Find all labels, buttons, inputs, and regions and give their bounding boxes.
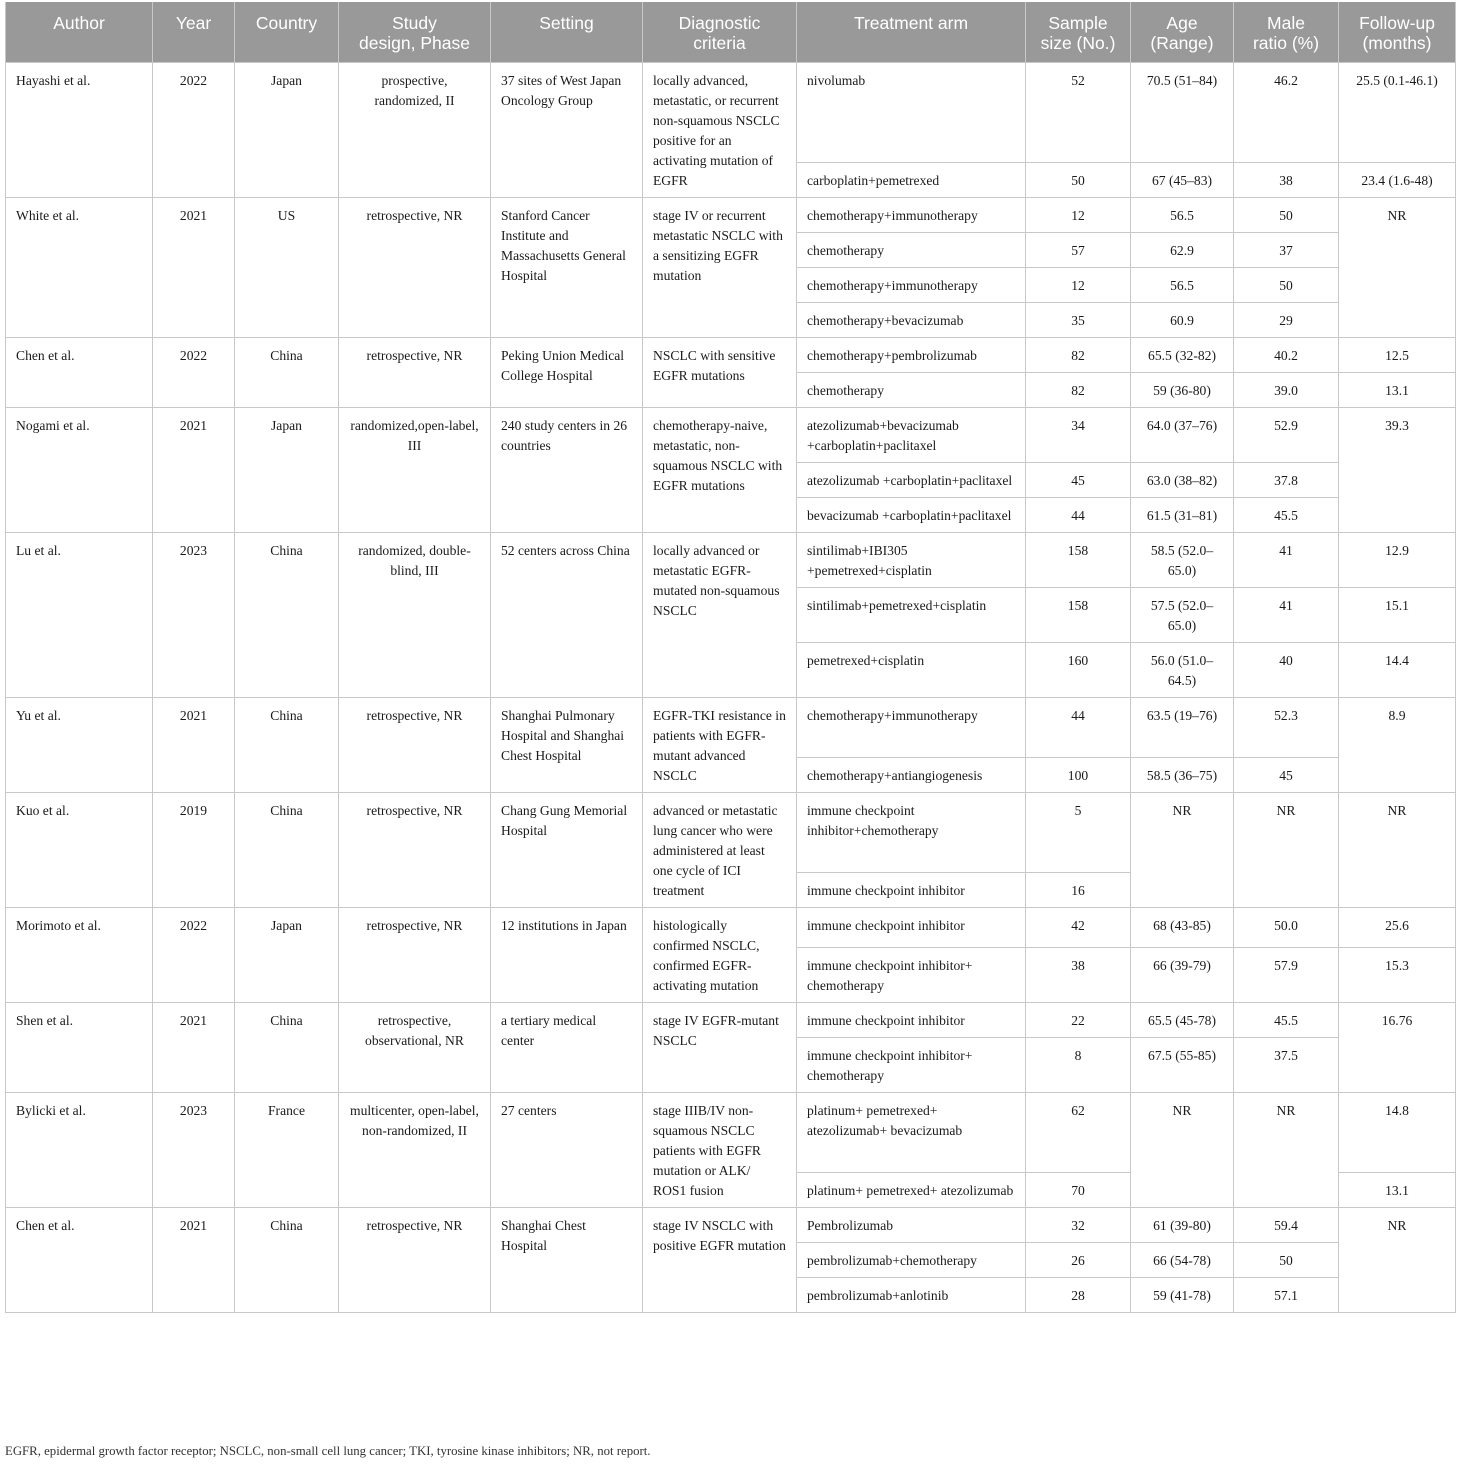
age-cell: 70.5 (51–84) [1131, 62, 1234, 162]
setting-cell: Peking Union Medical College Hospital [491, 337, 643, 407]
follow-up-cell: 13.1 [1339, 372, 1456, 407]
country-cell: China [235, 697, 339, 792]
study-characteristics-table [5, 2, 1456, 1313]
follow-up-cell: NR [1339, 792, 1456, 907]
author-cell: Chen et al. [6, 1207, 153, 1312]
column-header-label: Study [392, 13, 437, 33]
treatment-arm-cell: immune checkpoint inhibitor+ chemotherapy [797, 1037, 1026, 1092]
sample-size-cell: 45 [1026, 462, 1131, 497]
country-cell: China [235, 337, 339, 407]
sample-size-cell: 16 [1026, 872, 1131, 907]
table-row [6, 1092, 1456, 1172]
follow-up-cell: 16.76 [1339, 1002, 1456, 1092]
male-ratio-cell: 37.5 [1234, 1037, 1339, 1092]
column-header-label: Diagnostic [678, 13, 761, 33]
country-cell: China [235, 792, 339, 907]
column-header [1026, 2, 1131, 62]
country-cell: US [235, 197, 339, 337]
column-header [797, 2, 1026, 62]
male-ratio-cell: 41 [1234, 532, 1339, 587]
diagnostic-criteria-cell: histologically confirmed NSCLC, confirmed EGFR-activating mutation [643, 907, 797, 1002]
treatment-arm-cell: carboplatin+pemetrexed [797, 162, 1026, 197]
setting-cell: 27 centers [491, 1092, 643, 1207]
diagnostic-criteria-cell: stage IIIB/IV non-squamous NSCLC patients with EGFR mutation or ALK/ ROS1 fusion [643, 1092, 797, 1207]
male-ratio-cell: 52.3 [1234, 697, 1339, 757]
study-design-cell: retrospective, NR [339, 792, 491, 907]
study-design-cell: retrospective, observational, NR [339, 1002, 491, 1092]
study-design-cell: prospective, randomized, II [339, 62, 491, 197]
year-cell: 2023 [153, 532, 235, 697]
treatment-arm-cell: chemotherapy+pembrolizumab [797, 337, 1026, 372]
column-header-label: Male [1267, 13, 1305, 33]
setting-cell: 240 study centers in 26 countries [491, 407, 643, 532]
sample-size-cell: 52 [1026, 62, 1131, 162]
male-ratio-cell: 38 [1234, 162, 1339, 197]
follow-up-cell: 25.6 [1339, 907, 1456, 947]
table-body [6, 62, 1456, 1312]
column-header-label: Treatment arm [853, 13, 969, 33]
setting-cell: 12 institutions in Japan [491, 907, 643, 1002]
column-header-label: Age [1166, 13, 1198, 33]
table-row [6, 1002, 1456, 1037]
table-row [6, 62, 1456, 162]
treatment-arm-cell: atezolizumab+bevacizumab +carboplatin+paclitaxel [797, 407, 1026, 462]
study-design-cell: retrospective, NR [339, 1207, 491, 1312]
table-row [6, 1207, 1456, 1242]
treatment-arm-cell: chemotherapy [797, 372, 1026, 407]
sample-size-cell: 38 [1026, 947, 1131, 1002]
treatment-arm-cell: pemetrexed+cisplatin [797, 642, 1026, 697]
follow-up-cell: 23.4 (1.6-48) [1339, 162, 1456, 197]
sample-size-cell: 12 [1026, 197, 1131, 232]
sample-size-cell: 82 [1026, 372, 1131, 407]
column-header-label: ratio (%) [1252, 33, 1320, 53]
treatment-arm-cell: chemotherapy+antiangiogenesis [797, 757, 1026, 792]
author-cell: Bylicki et al. [6, 1092, 153, 1207]
treatment-arm-cell: chemotherapy+immunotherapy [797, 197, 1026, 232]
study-design-cell: multicenter, open-label, non-randomized, II [339, 1092, 491, 1207]
age-cell: 60.9 [1131, 302, 1234, 337]
follow-up-cell: 14.8 [1339, 1092, 1456, 1172]
diagnostic-criteria-cell: chemotherapy-naive, metastatic, non-squamous NSCLC with EGFR mutations [643, 407, 797, 532]
treatment-arm-cell: immune checkpoint inhibitor+ chemotherapy [797, 947, 1026, 1002]
year-cell: 2021 [153, 407, 235, 532]
sample-size-cell: 35 [1026, 302, 1131, 337]
diagnostic-criteria-cell: locally advanced or metastatic EGFR-mutated non-squamous NSCLC [643, 532, 797, 697]
column-header-label: (months) [1362, 33, 1432, 53]
treatment-arm-cell: pembrolizumab+chemotherapy [797, 1242, 1026, 1277]
author-cell: Chen et al. [6, 337, 153, 407]
sample-size-cell: 42 [1026, 907, 1131, 947]
sample-size-cell: 28 [1026, 1277, 1131, 1312]
follow-up-cell: 12.9 [1339, 532, 1456, 587]
age-cell: 67 (45–83) [1131, 162, 1234, 197]
column-header-label: Year [175, 13, 212, 33]
column-header [6, 2, 153, 62]
age-cell: 56.0 (51.0–64.5) [1131, 642, 1234, 697]
sample-size-cell: 50 [1026, 162, 1131, 197]
treatment-arm-cell: bevacizumab +carboplatin+paclitaxel [797, 497, 1026, 532]
table-row [6, 197, 1456, 232]
setting-cell: Stanford Cancer Institute and Massachusetts General Hospital [491, 197, 643, 337]
follow-up-cell: NR [1339, 197, 1456, 337]
sample-size-cell: 8 [1026, 1037, 1131, 1092]
author-cell: Kuo et al. [6, 792, 153, 907]
age-cell: 63.5 (19–76) [1131, 697, 1234, 757]
age-cell: 61.5 (31–81) [1131, 497, 1234, 532]
table-header-row [6, 2, 1456, 62]
age-cell: 68 (43-85) [1131, 907, 1234, 947]
male-ratio-cell: 52.9 [1234, 407, 1339, 462]
treatment-arm-cell: chemotherapy [797, 232, 1026, 267]
year-cell: 2021 [153, 1002, 235, 1092]
setting-cell: Shanghai Chest Hospital [491, 1207, 643, 1312]
country-cell: China [235, 1207, 339, 1312]
age-cell: 56.5 [1131, 197, 1234, 232]
age-cell: 56.5 [1131, 267, 1234, 302]
male-ratio-cell: 39.0 [1234, 372, 1339, 407]
male-ratio-cell: 40.2 [1234, 337, 1339, 372]
year-cell: 2021 [153, 697, 235, 792]
sample-size-cell: 44 [1026, 697, 1131, 757]
treatment-arm-cell: platinum+ pemetrexed+ atezolizumab+ bevacizumab [797, 1092, 1026, 1172]
author-cell: Nogami et al. [6, 407, 153, 532]
diagnostic-criteria-cell: stage IV EGFR-mutant NSCLC [643, 1002, 797, 1092]
sample-size-cell: 32 [1026, 1207, 1131, 1242]
follow-up-cell: 15.1 [1339, 587, 1456, 642]
sample-size-cell: 22 [1026, 1002, 1131, 1037]
column-header-label: criteria [693, 33, 746, 53]
year-cell: 2021 [153, 197, 235, 337]
treatment-arm-cell: sintilimab+IBI305 +pemetrexed+cisplatin [797, 532, 1026, 587]
column-header-label: design, Phase [359, 33, 470, 53]
diagnostic-criteria-cell: EGFR-TKI resistance in patients with EGFR-mutant advanced NSCLC [643, 697, 797, 792]
setting-cell: 37 sites of West Japan Oncology Group [491, 62, 643, 197]
table-footnote: EGFR, epidermal growth factor receptor; NSCLC, non-small cell lung cancer; TKI, tyrosine kinase inhibitors; NR, not report. [5, 1444, 651, 1458]
country-cell: Japan [235, 62, 339, 197]
year-cell: 2022 [153, 337, 235, 407]
age-cell: NR [1131, 1092, 1234, 1207]
column-header [153, 2, 235, 62]
age-cell: 65.5 (32-82) [1131, 337, 1234, 372]
diagnostic-criteria-cell: advanced or metastatic lung cancer who were administered at least one cycle of ICI treatment [643, 792, 797, 907]
year-cell: 2023 [153, 1092, 235, 1207]
year-cell: 2022 [153, 62, 235, 197]
author-cell: Morimoto et al. [6, 907, 153, 1002]
table-row [6, 337, 1456, 372]
treatment-arm-cell: Pembrolizumab [797, 1207, 1026, 1242]
male-ratio-cell: 57.1 [1234, 1277, 1339, 1312]
male-ratio-cell: 46.2 [1234, 62, 1339, 162]
study-design-cell: retrospective, NR [339, 197, 491, 337]
treatment-arm-cell: chemotherapy+immunotherapy [797, 697, 1026, 757]
age-cell: 66 (39-79) [1131, 947, 1234, 1002]
sample-size-cell: 12 [1026, 267, 1131, 302]
male-ratio-cell: 41 [1234, 587, 1339, 642]
sample-size-cell: 158 [1026, 532, 1131, 587]
male-ratio-cell: 57.9 [1234, 947, 1339, 1002]
age-cell: 63.0 (38–82) [1131, 462, 1234, 497]
author-cell: Yu et al. [6, 697, 153, 792]
study-design-cell: randomized, double-blind, III [339, 532, 491, 697]
sample-size-cell: 44 [1026, 497, 1131, 532]
column-header [1234, 2, 1339, 62]
table-row [6, 532, 1456, 587]
sample-size-cell: 70 [1026, 1172, 1131, 1207]
male-ratio-cell: 50 [1234, 267, 1339, 302]
column-header-label: Sample [1048, 13, 1108, 33]
setting-cell: Chang Gung Memorial Hospital [491, 792, 643, 907]
column-header-label: Follow-up [1359, 13, 1435, 33]
treatment-arm-cell: sintilimab+pemetrexed+cisplatin [797, 587, 1026, 642]
age-cell: 58.5 (36–75) [1131, 757, 1234, 792]
male-ratio-cell: 50.0 [1234, 907, 1339, 947]
diagnostic-criteria-cell: stage IV NSCLC with positive EGFR mutation [643, 1207, 797, 1312]
male-ratio-cell: 59.4 [1234, 1207, 1339, 1242]
treatment-arm-cell: nivolumab [797, 62, 1026, 162]
author-cell: White et al. [6, 197, 153, 337]
sample-size-cell: 160 [1026, 642, 1131, 697]
diagnostic-criteria-cell: stage IV or recurrent metastatic NSCLC with a sensitizing EGFR mutation [643, 197, 797, 337]
age-cell: 59 (41-78) [1131, 1277, 1234, 1312]
follow-up-cell: 15.3 [1339, 947, 1456, 1002]
treatment-arm-cell: pembrolizumab+anlotinib [797, 1277, 1026, 1312]
country-cell: Japan [235, 407, 339, 532]
follow-up-cell: 25.5 (0.1-46.1) [1339, 62, 1456, 162]
country-cell: France [235, 1092, 339, 1207]
study-design-cell: retrospective, NR [339, 907, 491, 1002]
diagnostic-criteria-cell: locally advanced, metastatic, or recurrent non-squamous NSCLC positive for an activating mutation of EGFR [643, 62, 797, 197]
male-ratio-cell: NR [1234, 1092, 1339, 1207]
male-ratio-cell: 45.5 [1234, 1002, 1339, 1037]
study-design-cell: retrospective, NR [339, 697, 491, 792]
treatment-arm-cell: immune checkpoint inhibitor+chemotherapy [797, 792, 1026, 872]
male-ratio-cell: 45.5 [1234, 497, 1339, 532]
follow-up-cell: 8.9 [1339, 697, 1456, 792]
male-ratio-cell: 29 [1234, 302, 1339, 337]
sample-size-cell: 82 [1026, 337, 1131, 372]
author-cell: Lu et al. [6, 532, 153, 697]
sample-size-cell: 34 [1026, 407, 1131, 462]
table-container [5, 2, 1455, 1313]
sample-size-cell: 26 [1026, 1242, 1131, 1277]
setting-cell: a tertiary medical center [491, 1002, 643, 1092]
sample-size-cell: 100 [1026, 757, 1131, 792]
age-cell: NR [1131, 792, 1234, 907]
country-cell: China [235, 1002, 339, 1092]
sample-size-cell: 158 [1026, 587, 1131, 642]
age-cell: 61 (39-80) [1131, 1207, 1234, 1242]
age-cell: 66 (54-78) [1131, 1242, 1234, 1277]
country-cell: China [235, 532, 339, 697]
diagnostic-criteria-cell: NSCLC with sensitive EGFR mutations [643, 337, 797, 407]
age-cell: 62.9 [1131, 232, 1234, 267]
study-design-cell: randomized,open-label, III [339, 407, 491, 532]
follow-up-cell: 12.5 [1339, 337, 1456, 372]
male-ratio-cell: 37.8 [1234, 462, 1339, 497]
sample-size-cell: 57 [1026, 232, 1131, 267]
column-header [491, 2, 643, 62]
male-ratio-cell: 37 [1234, 232, 1339, 267]
treatment-arm-cell: platinum+ pemetrexed+ atezolizumab [797, 1172, 1026, 1207]
male-ratio-cell: 50 [1234, 197, 1339, 232]
sample-size-cell: 5 [1026, 792, 1131, 872]
treatment-arm-cell: immune checkpoint inhibitor [797, 872, 1026, 907]
column-header-label: (Range) [1150, 33, 1214, 53]
year-cell: 2021 [153, 1207, 235, 1312]
column-header [1131, 2, 1234, 62]
sample-size-cell: 62 [1026, 1092, 1131, 1172]
column-header-label: size (No.) [1040, 33, 1116, 53]
column-header-label: Author [53, 13, 105, 33]
column-header-label: Country [255, 13, 318, 33]
age-cell: 64.0 (37–76) [1131, 407, 1234, 462]
column-header [235, 2, 339, 62]
male-ratio-cell: 50 [1234, 1242, 1339, 1277]
column-header [1339, 2, 1456, 62]
setting-cell: Shanghai Pulmonary Hospital and Shanghai Chest Hospital [491, 697, 643, 792]
follow-up-cell: NR [1339, 1207, 1456, 1312]
year-cell: 2022 [153, 907, 235, 1002]
setting-cell: 52 centers across China [491, 532, 643, 697]
treatment-arm-cell: immune checkpoint inhibitor [797, 1002, 1026, 1037]
year-cell: 2019 [153, 792, 235, 907]
table-row [6, 407, 1456, 462]
age-cell: 67.5 (55-85) [1131, 1037, 1234, 1092]
study-design-cell: retrospective, NR [339, 337, 491, 407]
author-cell: Shen et al. [6, 1002, 153, 1092]
age-cell: 59 (36-80) [1131, 372, 1234, 407]
age-cell: 65.5 (45-78) [1131, 1002, 1234, 1037]
column-header-label: Setting [539, 13, 594, 33]
age-cell: 58.5 (52.0–65.0) [1131, 532, 1234, 587]
author-cell: Hayashi et al. [6, 62, 153, 197]
treatment-arm-cell: chemotherapy+immunotherapy [797, 267, 1026, 302]
follow-up-cell: 13.1 [1339, 1172, 1456, 1207]
treatment-arm-cell: chemotherapy+bevacizumab [797, 302, 1026, 337]
table-row [6, 792, 1456, 872]
male-ratio-cell: 40 [1234, 642, 1339, 697]
country-cell: Japan [235, 907, 339, 1002]
male-ratio-cell: NR [1234, 792, 1339, 907]
column-header [339, 2, 491, 62]
follow-up-cell: 39.3 [1339, 407, 1456, 532]
male-ratio-cell: 45 [1234, 757, 1339, 792]
column-header [643, 2, 797, 62]
table-row [6, 907, 1456, 947]
age-cell: 57.5 (52.0–65.0) [1131, 587, 1234, 642]
follow-up-cell: 14.4 [1339, 642, 1456, 697]
treatment-arm-cell: atezolizumab +carboplatin+paclitaxel [797, 462, 1026, 497]
table-row [6, 697, 1456, 757]
treatment-arm-cell: immune checkpoint inhibitor [797, 907, 1026, 947]
